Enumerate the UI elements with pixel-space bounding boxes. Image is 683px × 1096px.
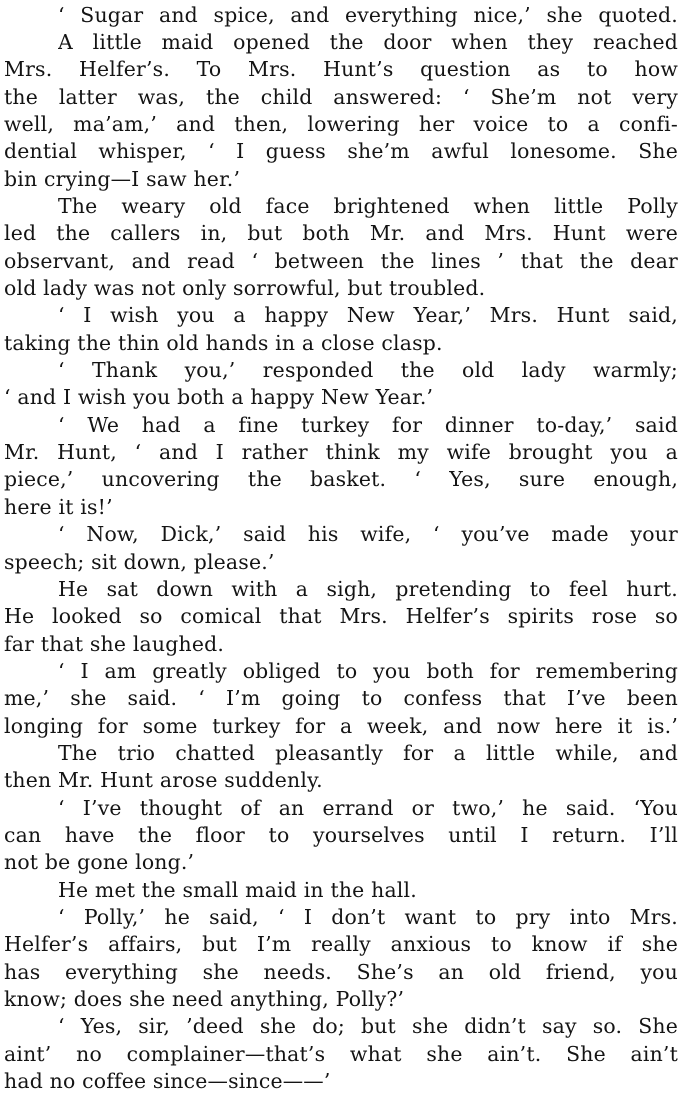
text-line: The trio chatted pleasantly for a little while, and (58, 740, 678, 765)
text-line: here it is!’ (4, 494, 113, 519)
text-line: A little maid opened the door when they reached (58, 29, 678, 54)
text-line: speech; sit down, please.’ (4, 549, 275, 574)
text-line: observant, and read ‘ between the lines ’ that the dear (4, 248, 678, 273)
text-line: aint’ no complainer—that’s what she ain’t. She ain’t (4, 1041, 678, 1066)
text-line: Mr. Hunt, ‘ and I rather think my wife brought you a (4, 440, 678, 465)
text-line: ‘ Now, Dick,’ said his wife, ‘ you’ve made your (58, 522, 678, 547)
text-line: then Mr. Hunt arose suddenly. (4, 768, 323, 793)
text-line: ‘ Sugar and spice, and everything nice,’ she quoted. (58, 2, 678, 27)
text-line: led the callers in, but both Mr. and Mrs. Hunt were (4, 221, 678, 246)
text-line: old lady was not only sorrowful, but troubled. (4, 276, 486, 300)
text-line: ‘ We had a fine turkey for dinner to-day,’ said (58, 412, 678, 437)
text-line: know; does she need anything, Polly?’ (4, 987, 405, 1012)
text-line: the latter was, the child answered: ‘ She’m not very (4, 84, 678, 109)
text-line: taking the thin old hands in a close clasp. (4, 330, 443, 355)
text-line: He sat down with a sigh, pretending to feel hurt. (58, 576, 678, 601)
text-line: ‘ Yes, sir, ’deed she do; but she didn’t say so. She (58, 1014, 678, 1039)
text-line: The weary old face brightened when little Polly (58, 193, 678, 218)
text-line: ‘ Thank you,’ responded the old lady warmly; (58, 358, 678, 383)
text-line: ‘ and I wish you both a happy New Year.’ (4, 385, 434, 410)
text-line: He looked so comical that Mrs. Helfer’s spirits rose so (4, 604, 678, 629)
text-line: Mrs. Helfer’s. To Mrs. Hunt’s question as to how (4, 57, 678, 82)
text-line: me,’ she said. ‘ I’m going to confess that I’ve been (4, 686, 678, 711)
text-line: had no coffee since—since——’ (4, 1069, 331, 1094)
text-line: ‘ I’ve thought of an errand or two,’ he said. ‘You (58, 795, 678, 820)
text-line: can have the floor to yourselves until I return. I’ll (4, 823, 678, 847)
text-line: has everything she needs. She’s an old friend, you (4, 959, 678, 984)
text-line: longing for some turkey for a week, and now here it is.’ (4, 713, 678, 738)
text-line: far that she laughed. (4, 631, 225, 656)
text-line: not be gone long.’ (4, 850, 195, 875)
text-line: bin crying—I saw her.’ (4, 166, 241, 191)
text-line: ‘ I am greatly obliged to you both for remembering (58, 658, 678, 683)
text-line: ‘ I wish you a happy New Year,’ Mrs. Hunt said, (58, 303, 678, 328)
text-line: ‘ Polly,’ he said, ‘ I don’t want to pry into Mrs. (58, 905, 678, 930)
text-line: He met the small maid in the hall. (58, 877, 417, 902)
text-line: well, ma’am,’ and then, lowering her voice to a confi- (4, 111, 678, 136)
text-line: dential whisper, ‘ I guess she’m awful lonesome. She (4, 139, 678, 164)
text-line: Helfer’s affairs, but I’m really anxious to know if she (4, 932, 678, 957)
text-line: piece,’ uncovering the basket. ‘ Yes, sure enough, (4, 467, 678, 492)
